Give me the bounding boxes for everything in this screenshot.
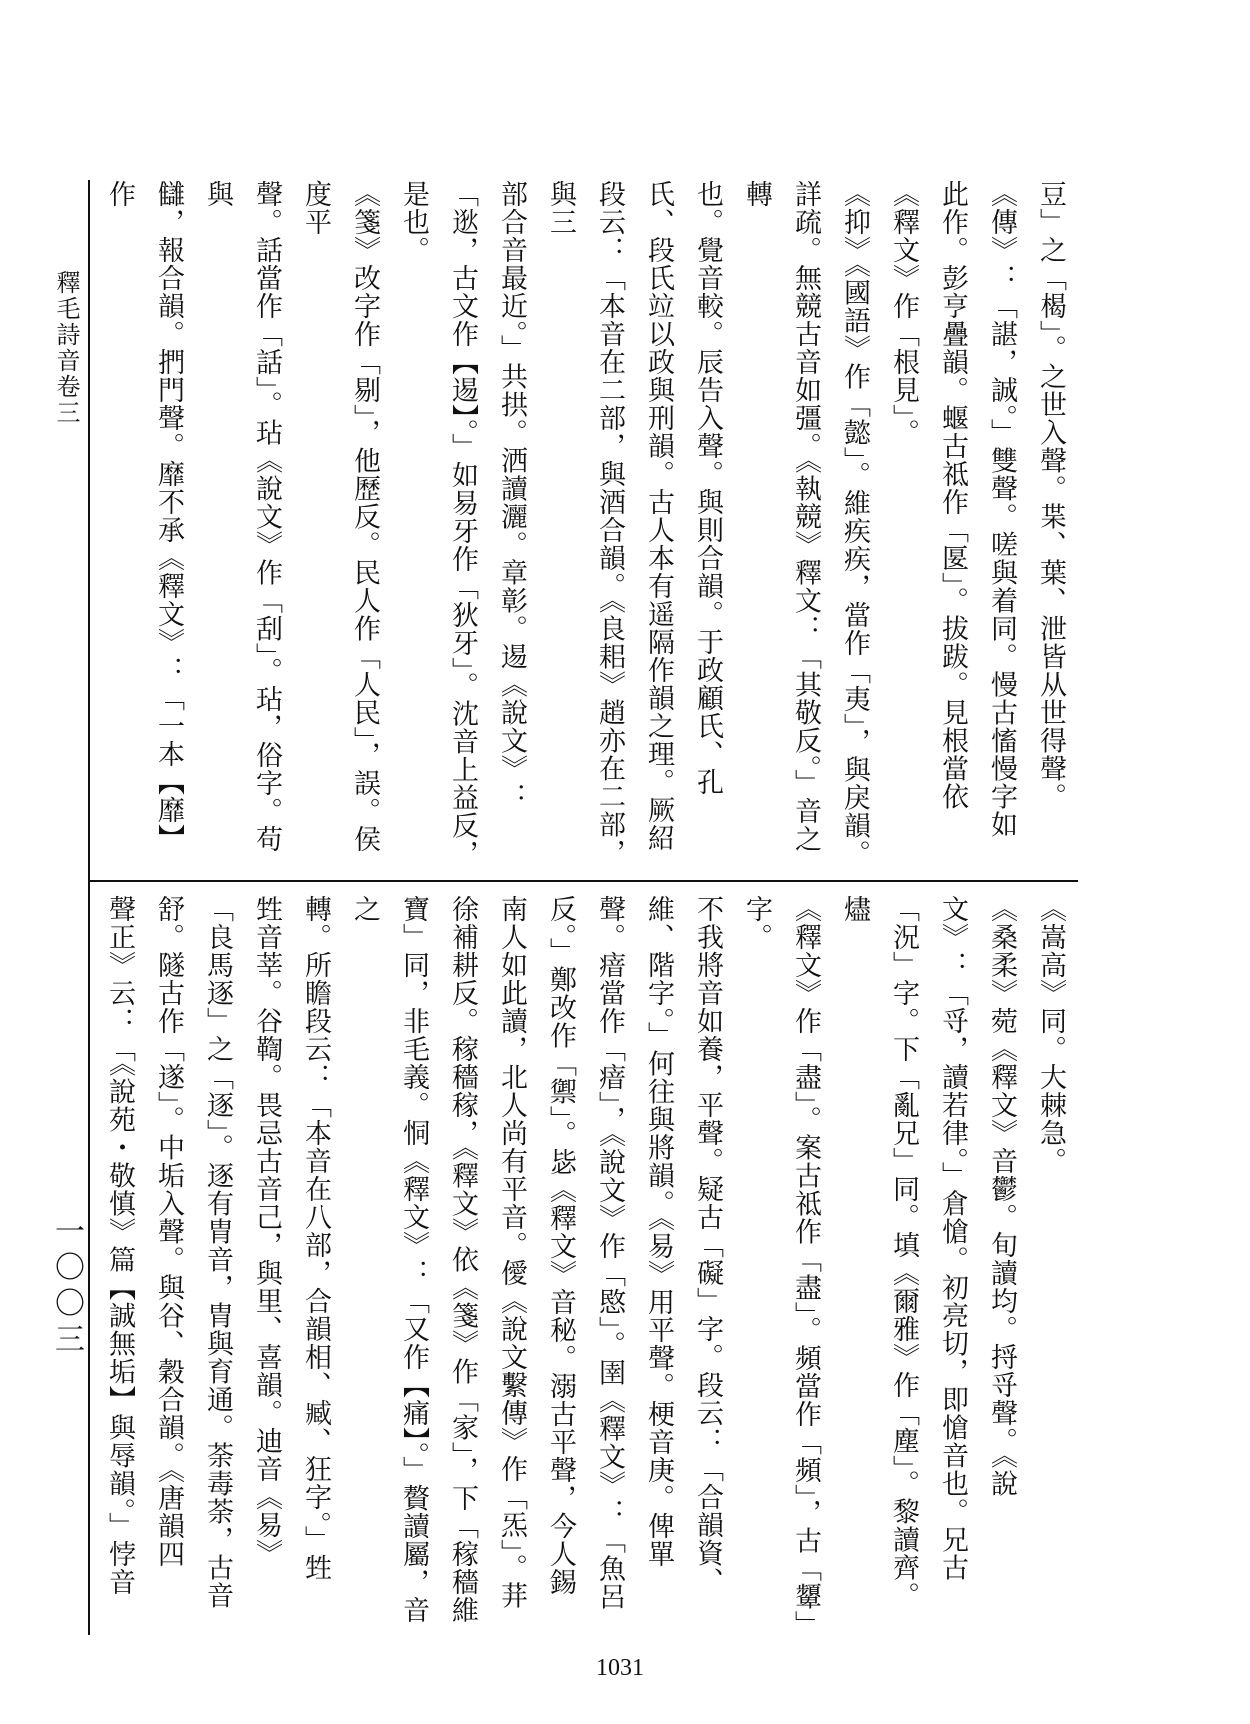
middle-divider-rule <box>88 880 1078 882</box>
upper-column-2: 《傳》：「諶，誠。」雙聲。嗟與着同。慢古慉慢字如 <box>986 180 1017 839</box>
upper-column-6: 詳疏。無競古音如彊。《執競》釋文：「其敬反。」音之轉 <box>741 180 821 853</box>
upper-column-3: 此作。彭亨疊韻。蝘古祗作「匽」。拔跋。見根當依 <box>937 180 968 811</box>
running-title: 釋毛詩音卷三 <box>52 270 80 426</box>
lower-column-16: 舒。隧古作「遂」。中垢入聲。與谷、穀合韻。《唐韻四 <box>153 895 184 1568</box>
upper-column-13: 聲。話當作「話」。玷《說文》作「刮」。玷，俗字。苟與 <box>202 180 282 853</box>
upper-column-8: 氏、段氏竝以政與刑韻。古人本有遥隔作韻之理。厥紹 <box>643 180 674 852</box>
lower-text-block <box>100 895 1075 1635</box>
upper-column-5: 《抑》《國語》作「懿」。維疾疾，當作「夷」，與戾韻。 <box>839 180 870 868</box>
lower-column-8: 聲。瘖當作「瘖」，《說文》作「愍」。圉《釋文》：「魚呂 <box>594 895 625 1611</box>
lower-column-7: 維、階字。」何往與將韻。《易》用平聲。梗音庚。俾單 <box>643 895 674 1568</box>
upper-column-10: 部合音最近。」共拱。洒讀灑。章彰。逷《說文》： <box>496 180 527 811</box>
page-number: 1031 <box>596 1655 644 1681</box>
lower-column-12: 寶」同，非毛義。恫《釋文》：「又作【痛】。」贅讀屬，音之 <box>349 895 429 1624</box>
upper-column-7: 也。覺音較。辰告入聲。與則合韻。于政顧氏、孔 <box>692 180 723 796</box>
lower-column-1: 《嵩高》同。大棘急。 <box>1035 895 1066 1175</box>
upper-column-11: 「逖，古文作【逷】。」如易牙作「狄牙」。沈音上益反，是也。 <box>398 180 478 868</box>
lower-column-10: 南人如此讀，北人尚有平音。僾《說文繫傳》作「炁」。荓 <box>496 895 527 1610</box>
lower-column-4: 「況」字。下「亂兄」同。填《爾雅》作「塵」。黎讀齊。燼 <box>839 895 919 1610</box>
lower-column-5: 《釋文》作「盡」。案古祗作「盡」。頻當作「頻」，古「顰」字。 <box>741 895 821 1625</box>
upper-column-1: 豆」之「楬」。之世入聲。枼、葉、泄皆从世得聲。 <box>1035 180 1066 811</box>
upper-column-12: 《箋》改字作「剔」，他歷反。民人作「人民」，誤。侯度平 <box>300 180 380 853</box>
lower-column-14: 甡音莘。谷鞫。畏忌古音己，與里、喜韻。迪音《易》 <box>251 895 282 1567</box>
left-frame-rule <box>88 180 90 1635</box>
upper-column-9: 段云：「本音在二部，與酒合韻。《良耜》趙亦在二部，與三 <box>545 180 625 867</box>
lower-column-9: 反。」鄭改作「禦」。毖《釋文》音秘。溺古平聲，今人錫 <box>545 895 576 1596</box>
lower-column-3: 文》：「寽，讀若律。」倉愴。初亮切，即愴音也。兄古 <box>937 895 968 1582</box>
lower-column-2: 《桑柔》菀《釋文》音鬱。旬讀均。捋寽聲。《說 <box>986 895 1017 1498</box>
lower-column-17: 聲正》云：「《說苑・敬慎》篇【誠無垢】與辱韻。」悖音 <box>104 895 135 1596</box>
upper-text-block <box>100 180 1075 870</box>
lower-column-13: 轉。所瞻段云：「本音在八部，合韻相、臧、狂字。」甡 <box>300 895 331 1582</box>
lower-column-11: 徐補耕反。稼穡稼，《釋文》依《箋》作「家」，下「稼穡維 <box>447 895 478 1624</box>
leaf-number: 一〇〇三 <box>49 1215 84 1359</box>
upper-column-4: 《釋文》作「根見」。 <box>888 180 919 447</box>
lower-column-6: 不我將音如養，平聲。疑古「礙」字。段云：「合韻資、 <box>692 895 723 1595</box>
upper-column-14: 讎，報合韻。捫門聲。靡不承《釋文》：「一本【靡】作 <box>104 180 184 852</box>
lower-column-15: 「良馬逐」之「逐」。逐有胄音，胄與育通。荼毒荼，古音 <box>202 895 233 1610</box>
